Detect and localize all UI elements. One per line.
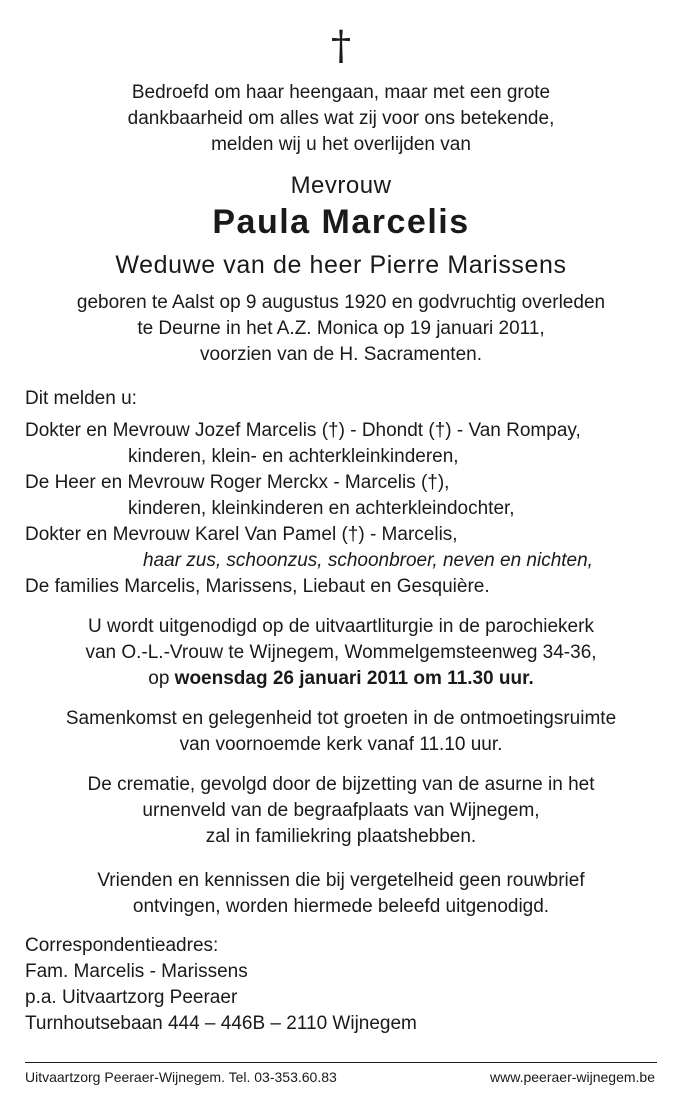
funeral-line: van O.-L.-Vrouw te Wijnegem, Wommelgemsteenweg 34-36, xyxy=(85,642,597,663)
gathering-text xyxy=(0,706,682,758)
intro-line: dankbaarheid om alles wat zij voor ons betekende, xyxy=(127,108,555,129)
family-line: kinderen, klein- en achterkleinkinderen, xyxy=(128,446,459,467)
funeral-line xyxy=(0,666,682,692)
birth-death-text xyxy=(0,290,682,368)
friends-line: Vrienden en kennissen die bij vergetelheid geen rouwbrief xyxy=(97,870,585,891)
family-list xyxy=(25,418,593,600)
widow-of: Weduwe van de heer Pierre Marissens xyxy=(115,251,567,279)
intro-text xyxy=(0,80,682,158)
gathering-line: Samenkomst en gelegenheid tot groeten in de ontmoetingsruimte xyxy=(65,708,617,729)
correspondence-line: Turnhoutsebaan 444 – 446B – 2110 Wijnegem xyxy=(25,1013,417,1034)
correspondence-line: Fam. Marcelis - Marissens xyxy=(25,961,248,982)
footer-company: Uitvaartzorg Peeraer-Wijnegem. Tel. 03-353.60.83 xyxy=(25,1069,337,1085)
family-line: De Heer en Mevrouw Roger Merckx - Marcelis (†), xyxy=(25,472,450,493)
title-mevrouw: Mevrouw xyxy=(290,172,392,199)
cremation-line: urnenveld van de begraafplaats van Wijnegem, xyxy=(142,800,540,821)
cremation-text xyxy=(0,772,682,850)
correspondence-line: p.a. Uitvaartzorg Peeraer xyxy=(25,987,238,1008)
cross-icon: † xyxy=(331,23,351,69)
birth-death-line: geboren te Aalst op 9 augustus 1920 en godvruchtig overleden xyxy=(76,292,606,313)
funeral-date-prefix: op xyxy=(148,668,170,689)
birth-death-line: voorzien van de H. Sacramenten. xyxy=(200,344,482,365)
footer-divider xyxy=(25,1062,657,1063)
family-line: De families Marcelis, Marissens, Liebaut en Gesquière. xyxy=(25,576,490,597)
intro-line: Bedroefd om haar heengaan, maar met een grote xyxy=(131,82,551,103)
correspondence-line: Correspondentieadres: xyxy=(25,935,219,956)
family-line: kinderen, kleinkinderen en achterkleindochter, xyxy=(128,498,515,519)
funeral-date: woensdag 26 januari 2011 om 11.30 uur. xyxy=(174,668,534,689)
friends-text xyxy=(0,868,682,920)
intro-line: melden wij u het overlijden van xyxy=(211,134,471,155)
correspondence-address xyxy=(25,933,417,1037)
family-line: Dokter en Mevrouw Karel Van Pamel (†) - Marcelis, xyxy=(25,524,458,545)
friends-line: ontvingen, worden hiermede beleefd uitgenodigd. xyxy=(132,896,550,917)
family-line: Dokter en Mevrouw Jozef Marcelis (†) - Dhondt (†) - Van Rompay, xyxy=(25,420,581,441)
birth-death-line: te Deurne in het A.Z. Monica op 19 januari 2011, xyxy=(137,318,545,339)
funeral-line: U wordt uitgenodigd op de uitvaartliturgie in de parochiekerk xyxy=(88,616,594,637)
announce-intro: Dit melden u: xyxy=(25,388,137,409)
cremation-line: De crematie, gevolgd door de bijzetting van de asurne in het xyxy=(87,774,595,795)
funeral-text xyxy=(0,614,682,692)
deceased-name: Paula Marcelis xyxy=(212,203,470,241)
cremation-line: zal in familiekring plaatshebben. xyxy=(205,826,477,847)
family-line: haar zus, schoonzus, schoonbroer, neven en nichten, xyxy=(143,550,593,571)
footer-website[interactable]: www.peeraer-wijnegem.be xyxy=(490,1069,655,1085)
gathering-line: van voornoemde kerk vanaf 11.10 uur. xyxy=(179,734,503,755)
